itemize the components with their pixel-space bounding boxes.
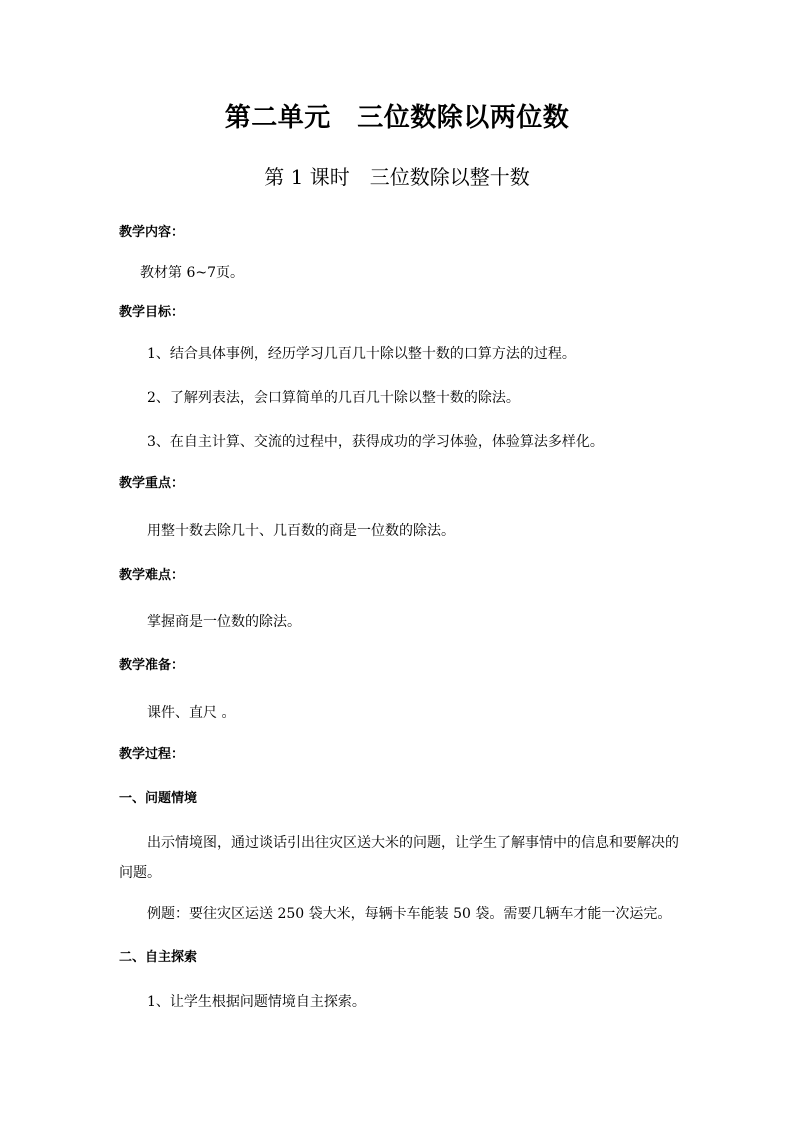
content-heading: 教学内容： <box>119 225 185 240</box>
unit-title: 第二单元 三位数除以两位数 <box>224 103 570 133</box>
goal-item-3: 3、在自主计算、交流的过程中，获得成功的学习体验，体验算法多样化。 <box>147 434 604 450</box>
difficulty-heading: 教学难点： <box>119 568 185 583</box>
lesson-subtitle: 第 1 课时 三位数除以整十数 <box>264 165 530 189</box>
step1-example: 例题：要往灾区运送 250 袋大米，每辆卡车能装 50 袋。需要几辆车才能一次运完。 <box>147 906 672 922</box>
step1-paragraph: 出示情境图，通过谈话引出往灾区送大米的问题，让学生了解事情中的信息和要解决的问题。 <box>119 835 679 881</box>
difficulty-text: 掌握商是一位数的除法。 <box>147 614 301 630</box>
key-heading: 教学重点： <box>119 476 185 491</box>
prep-text: 课件、直尺 。 <box>147 705 236 721</box>
content-text: 教材第 6~7页。 <box>140 265 244 281</box>
step2-item-1: 1、让学生根据问题情境自主探索。 <box>147 994 366 1010</box>
step2-heading: 二、自主探索 <box>119 950 198 965</box>
goal-item-2: 2、了解列表法，会口算简单的几百几十除以整十数的除法。 <box>147 390 520 406</box>
process-heading: 教学过程： <box>119 747 185 762</box>
step1-heading: 一、问题情境 <box>119 791 198 806</box>
goal-item-1: 1、结合具体事例，经历学习几百几十除以整十数的口算方法的过程。 <box>147 346 576 362</box>
prep-heading: 教学准备： <box>119 658 185 673</box>
goals-heading: 教学目标： <box>119 305 185 320</box>
key-text: 用整十数去除几十、几百数的商是一位数的除法。 <box>147 523 455 539</box>
